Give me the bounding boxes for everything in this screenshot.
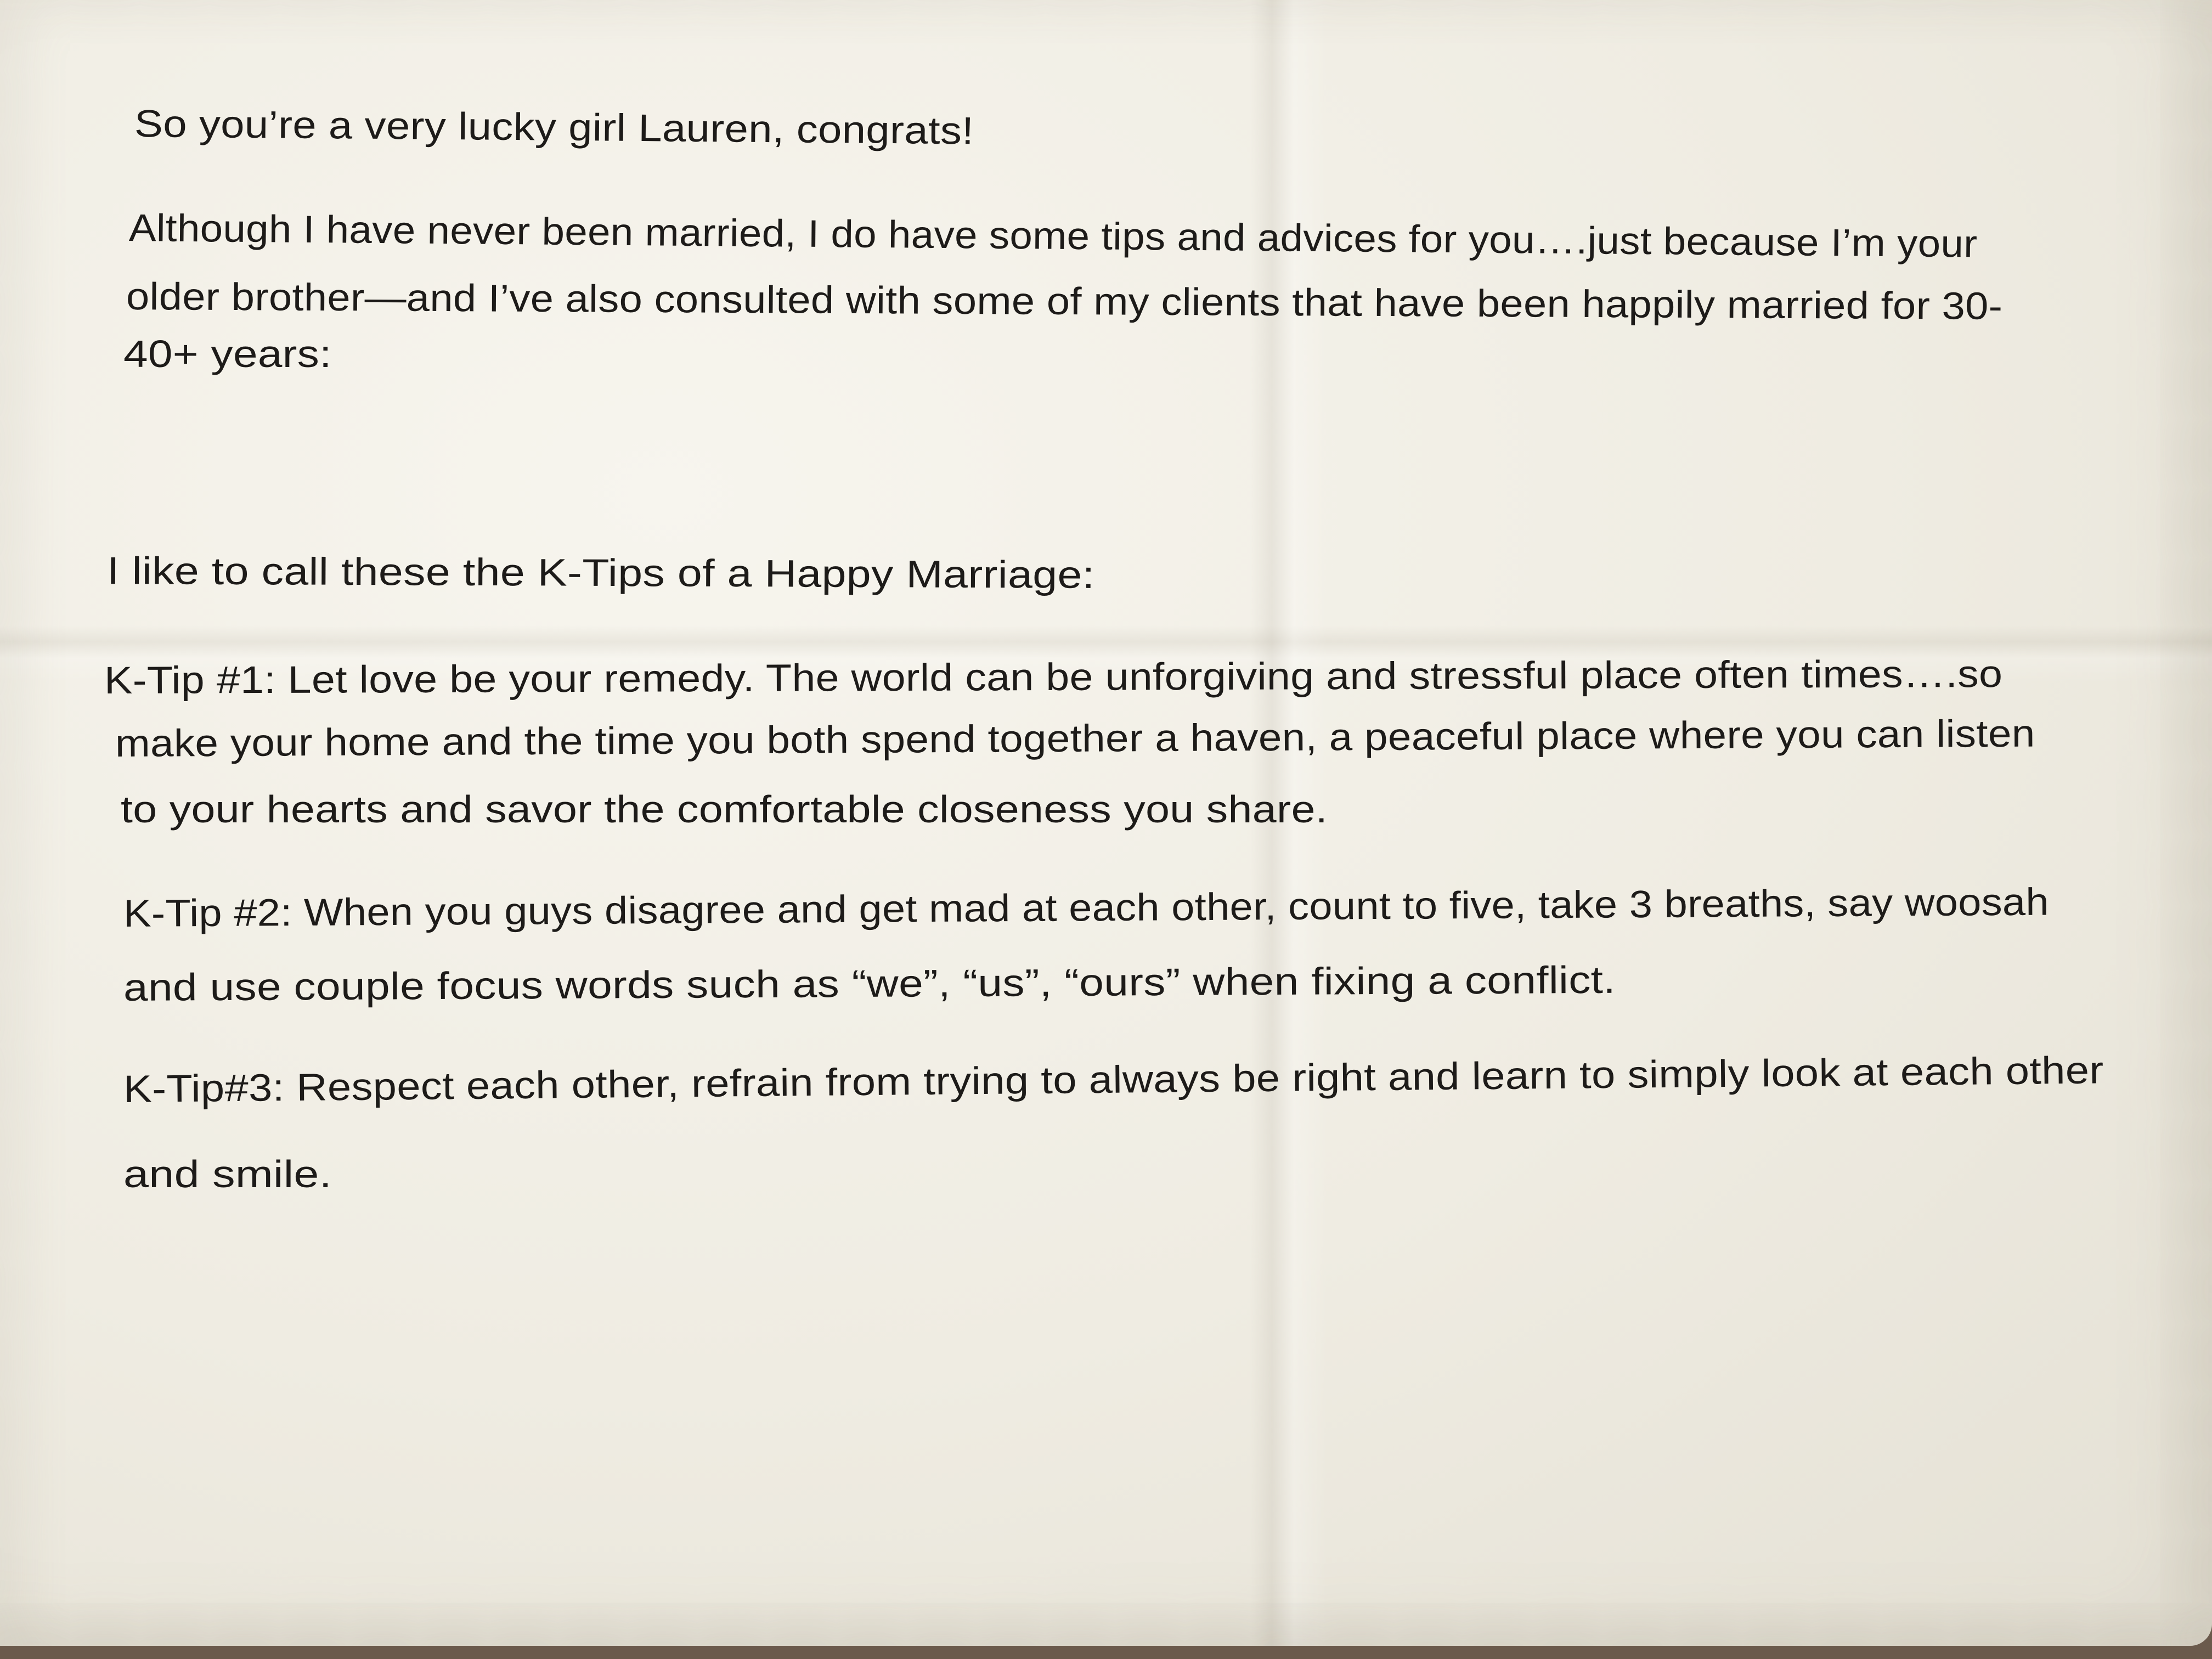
intro-line-2: older brother—and I’ve also consulted with some of my clients that have been happily married for 30- (126, 275, 2003, 328)
k-tip-1-line-1: K-Tip #1: Let love be your remedy. The world can be unforgiving and stressful place often times….so (104, 652, 2003, 702)
k-tip-3-line-2: and smile. (123, 1153, 332, 1195)
greeting-line: So you’re a very lucky girl Lauren, congrats! (134, 102, 974, 153)
k-tips-heading: I like to call these the K-Tips of a Happy Marriage: (106, 549, 1095, 596)
k-tip-2-line-2: and use couple focus words such as “we”, “us”, “ours” when fixing a conflict. (123, 958, 1616, 1009)
k-tip-2-line-1: K-Tip #2: When you guys disagree and get mad at each other, count to five, take 3 breaths, say woosah (123, 880, 2050, 935)
intro-line-3: 40+ years: (123, 332, 332, 375)
intro-line-1: Although I have never been married, I do have some tips and advices for you….just because I’m your (128, 206, 1978, 266)
k-tip-1-line-2: make your home and the time you both spend together a haven, a peaceful place where you can listen (115, 712, 2035, 765)
k-tip-3-line-1: K-Tip#3: Respect each other, refrain from trying to always be right and learn to simply look at each other (123, 1048, 2104, 1110)
k-tip-1-line-3: to your hearts and savor the comfortable closeness you share. (121, 788, 1328, 831)
